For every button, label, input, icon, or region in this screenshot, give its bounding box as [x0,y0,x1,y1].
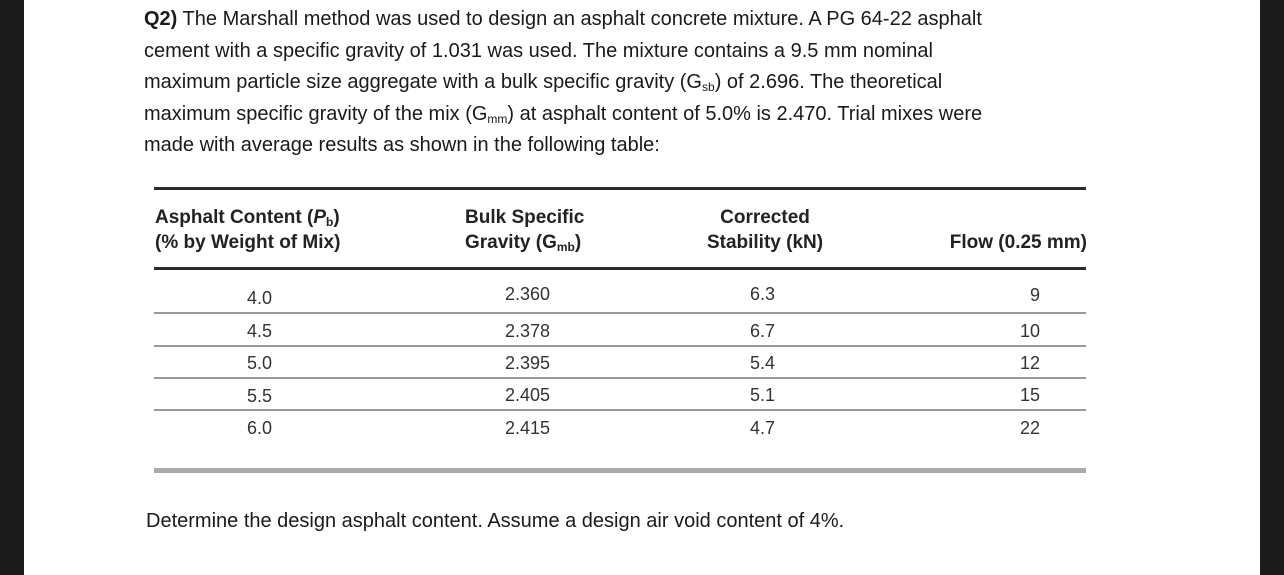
cell-asphalt: 5.0 [247,353,273,373]
header-corrected-stability: Corrected Stability (kN) [706,207,824,253]
table-header-rule [154,267,1086,270]
cell-stability: 5.1 [750,385,776,405]
question-number: Q2) [144,8,178,30]
cell-stability: 5.4 [750,353,776,373]
table-top-rule [154,187,1086,190]
cell-gravity: 2.405 [505,385,551,405]
question-line-4: maximum specific gravity of the mix $(G_{mm})$ at asphalt content of 5.0% is 2.470. Trial mixes were [144,102,983,126]
cell-asphalt: 4.0 [247,288,273,308]
row-divider [154,345,1086,347]
cell-flow: 22 [1019,418,1040,438]
question-line-1: Q2) The Marshall method was used to design an asphalt concrete mixture. A PG 64-22 asphalt [144,8,982,30]
cell-flow: 12 [1019,353,1040,373]
question-text [144,4,1104,162]
header-flow: Flow (0.25 mm) [949,232,1087,253]
question-line-2: cement with a specific gravity of 1.031 was used. The mixture contains a 9.5 mm nominal [144,39,933,62]
cell-stability: 6.7 [750,321,776,341]
cell-asphalt: 4.5 [247,321,273,341]
cell-asphalt: 6.0 [247,418,273,438]
question-line-5: made with average results as shown in the following table: [144,134,660,156]
cell-gravity: 2.415 [505,418,551,438]
header-bulk-specific-gravity: Bulk Specific Gravity $(G_{mb})$ [465,207,585,254]
cell-flow: 15 [1019,385,1040,405]
instruction-text: Determine the design asphalt content. Assume a design air void content of 4%. [146,510,845,532]
cell-gravity: 2.378 [505,321,551,341]
question-line-3: maximum particle size aggregate with a bulk specific gravity $(G_{sb})$ of 2.696. The theoretical [144,71,943,94]
row-divider [154,377,1086,379]
cell-asphalt: 5.5 [247,386,273,406]
cell-gravity: 2.360 [505,284,551,304]
table-bottom-rule [154,468,1086,473]
cell-flow: 9 [1029,285,1040,305]
cell-flow: 10 [1019,321,1040,341]
header-asphalt-content: Asphalt Content $(P_b)$ (% by Weight of Mix) [155,207,341,253]
cell-gravity: 2.395 [505,353,551,373]
cell-stability: 6.3 [750,284,776,304]
row-divider [154,312,1086,314]
cell-stability: 4.7 [750,418,776,438]
row-divider [154,409,1086,411]
